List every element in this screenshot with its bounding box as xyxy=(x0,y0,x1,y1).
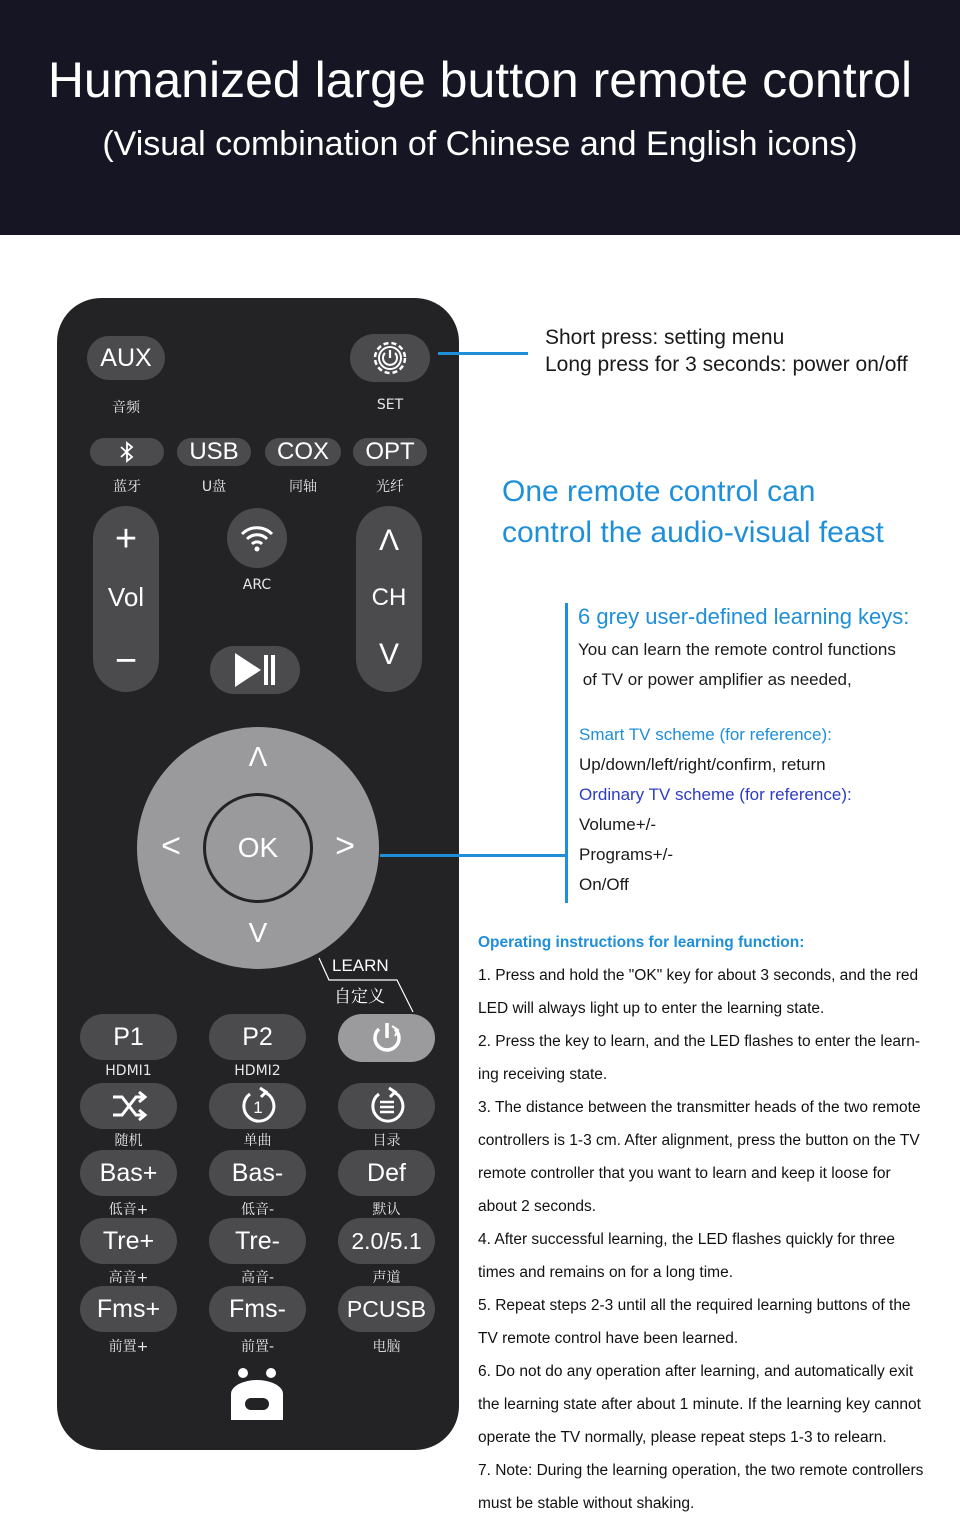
treble-up-caption: 高音+ xyxy=(108,1270,149,1286)
bluetooth-icon xyxy=(117,440,137,464)
bass-up-button[interactable]: Bas+ xyxy=(80,1150,177,1196)
list-repeat-caption: 目录 xyxy=(372,1133,401,1149)
smart-tv-title: Smart TV scheme (for reference): xyxy=(579,725,832,744)
treble-up-button[interactable]: Tre+ xyxy=(80,1218,177,1264)
channel-mode-button[interactable]: 2.0/5.1 xyxy=(338,1218,435,1264)
learn-power-button[interactable] xyxy=(338,1014,435,1062)
instructions-block xyxy=(478,926,948,1520)
pcusb-button[interactable]: PCUSB xyxy=(338,1286,435,1332)
set-button[interactable] xyxy=(350,334,430,382)
volume-up-button[interactable]: + xyxy=(114,518,138,560)
dpad-callout-line xyxy=(380,854,566,857)
page-title: Humanized large button remote control xyxy=(47,52,913,108)
feast-line-1: One remote control can xyxy=(502,475,816,508)
direction-pad[interactable] xyxy=(137,727,379,969)
dpad-right-button[interactable]: > xyxy=(335,827,355,865)
instruction-line: times and remains on for a long time. xyxy=(478,1264,734,1281)
front-up-button[interactable]: Fms+ xyxy=(80,1286,177,1332)
set-caption: SET xyxy=(376,397,404,413)
smart-tv-desc: Up/down/left/right/confirm, return xyxy=(579,755,826,774)
instruction-line: operate the TV normally, please repeat steps 1-3 to relearn. xyxy=(478,1429,887,1446)
brand-logo-icon xyxy=(227,1364,287,1424)
wifi-icon xyxy=(239,522,275,554)
bluetooth-caption: 蓝牙 xyxy=(113,479,141,495)
shuffle-button[interactable] xyxy=(80,1083,177,1129)
ordinary-item: Volume+/- xyxy=(579,815,657,834)
aux-caption: 音频 xyxy=(112,400,140,416)
dpad-down-button[interactable]: V xyxy=(248,917,268,948)
instruction-line: remote controller that you want to learn and keep it loose for xyxy=(478,1165,891,1182)
dpad-up-button[interactable]: Λ xyxy=(248,741,268,772)
instruction-line: 7. Note: During the learning operation, the two remote controllers xyxy=(478,1462,924,1479)
keys-desc-2: of TV or power amplifier as needed, xyxy=(578,670,852,689)
instruction-line: 6. Do not do any operation after learning, and automatically exit xyxy=(478,1363,914,1380)
front-up-caption: 前置+ xyxy=(108,1339,149,1355)
play-pause-button[interactable] xyxy=(210,646,300,694)
p1-caption: HDMI1 xyxy=(105,1063,152,1079)
usb-caption: U盘 xyxy=(201,479,227,495)
feast-line-2: control the audio-visual feast xyxy=(502,516,884,549)
channel-mode-caption: 声道 xyxy=(372,1270,401,1286)
cox-caption: 同轴 xyxy=(289,479,317,495)
setting-long-text: Long press for 3 seconds: power on/off xyxy=(545,353,908,376)
svg-text:1: 1 xyxy=(252,1098,263,1117)
header-banner xyxy=(0,0,960,235)
default-caption: 默认 xyxy=(372,1202,401,1218)
opt-caption: 光纤 xyxy=(376,479,404,495)
repeat-one-caption: 单曲 xyxy=(243,1133,272,1149)
remote-control xyxy=(57,298,459,1450)
ordinary-item: Programs+/- xyxy=(579,845,673,864)
treble-down-button[interactable]: Tre- xyxy=(209,1218,306,1264)
ordinary-tv-title: Ordinary TV scheme (for reference): xyxy=(579,785,852,804)
bass-down-caption: 低音- xyxy=(240,1202,275,1218)
keys-side-bar xyxy=(565,603,568,903)
instruction-line: 1. Press and hold the "OK" key for about 3 seconds, and the red xyxy=(478,967,919,984)
instruction-line: TV remote control have been learned. xyxy=(478,1330,739,1347)
p2-caption: HDMI2 xyxy=(234,1063,281,1079)
instruction-line: must be stable without shaking. xyxy=(478,1495,695,1512)
dpad-left-button[interactable]: < xyxy=(161,827,181,865)
usb-button[interactable]: USB xyxy=(177,438,251,466)
instruction-line: 4. After successful learning, the LED flashes quickly for three xyxy=(478,1231,895,1248)
channel-rocker[interactable] xyxy=(356,506,422,692)
instructions-title: Operating instructions for learning function: xyxy=(478,934,805,951)
treble-down-caption: 高音- xyxy=(240,1270,275,1286)
shuffle-icon xyxy=(110,1089,148,1123)
list-repeat-button[interactable] xyxy=(338,1083,435,1129)
learn-bracket xyxy=(315,954,415,1016)
setting-short-text: Short press: setting menu xyxy=(545,326,785,349)
list-repeat-icon xyxy=(367,1086,407,1126)
shuffle-caption: 随机 xyxy=(114,1133,143,1149)
instruction-line: the learning state after about 1 minute. If the learning key cannot xyxy=(478,1396,921,1413)
instruction-line: about 2 seconds. xyxy=(478,1198,597,1215)
keys-desc-1: You can learn the remote control functions xyxy=(578,640,896,659)
volume-down-button[interactable]: − xyxy=(114,640,138,682)
bass-up-caption: 低音+ xyxy=(108,1202,149,1218)
pcusb-caption: 电脑 xyxy=(372,1339,401,1355)
volume-rocker[interactable] xyxy=(93,506,159,692)
cox-button[interactable]: COX xyxy=(265,438,341,466)
keys-title: 6 grey user-defined learning keys: xyxy=(578,604,910,629)
arc-button[interactable] xyxy=(227,508,287,568)
arc-caption: ARC xyxy=(242,577,272,593)
volume-label: Vol xyxy=(107,582,145,612)
p1-button[interactable]: P1 xyxy=(80,1014,177,1060)
instruction-line: 5. Repeat steps 2-3 until all the required learning buttons of the xyxy=(478,1297,911,1314)
play-pause-icon xyxy=(231,651,279,689)
aux-button[interactable]: AUX xyxy=(87,336,165,380)
ok-button[interactable]: OK xyxy=(203,793,313,903)
page-subtitle: (Visual combination of Chinese and English icons) xyxy=(102,125,858,163)
p2-button[interactable]: P2 xyxy=(209,1014,306,1060)
default-button[interactable]: Def xyxy=(338,1150,435,1196)
bass-down-button[interactable]: Bas- xyxy=(209,1150,306,1196)
ordinary-item: On/Off xyxy=(579,875,629,894)
channel-down-button[interactable]: V xyxy=(378,638,399,671)
power-learn-icon xyxy=(367,1020,407,1056)
setting-callout-line xyxy=(438,352,528,355)
opt-button[interactable]: OPT xyxy=(353,438,427,466)
repeat-one-icon xyxy=(238,1086,278,1126)
front-down-caption: 前置- xyxy=(240,1339,275,1355)
channel-label: CH xyxy=(371,584,407,611)
learn-label: LEARN xyxy=(332,956,389,975)
instruction-line: LED will always light up to enter the learning state. xyxy=(478,1000,825,1017)
instruction-line: ing receiving state. xyxy=(478,1066,608,1083)
bluetooth-button[interactable] xyxy=(90,438,164,466)
repeat-one-button[interactable] xyxy=(209,1083,306,1129)
channel-up-button[interactable]: Λ xyxy=(378,524,400,557)
front-down-button[interactable]: Fms- xyxy=(209,1286,306,1332)
gear-power-icon xyxy=(368,336,412,380)
learn-caption: 自定义 xyxy=(334,987,385,1007)
instruction-line: 3. The distance between the transmitter heads of the two remote xyxy=(478,1099,921,1116)
instruction-line: controllers is 1-3 cm. After alignment, press the button on the TV xyxy=(478,1132,920,1149)
instruction-line: 2. Press the key to learn, and the LED flashes to enter the learn- xyxy=(478,1033,920,1050)
